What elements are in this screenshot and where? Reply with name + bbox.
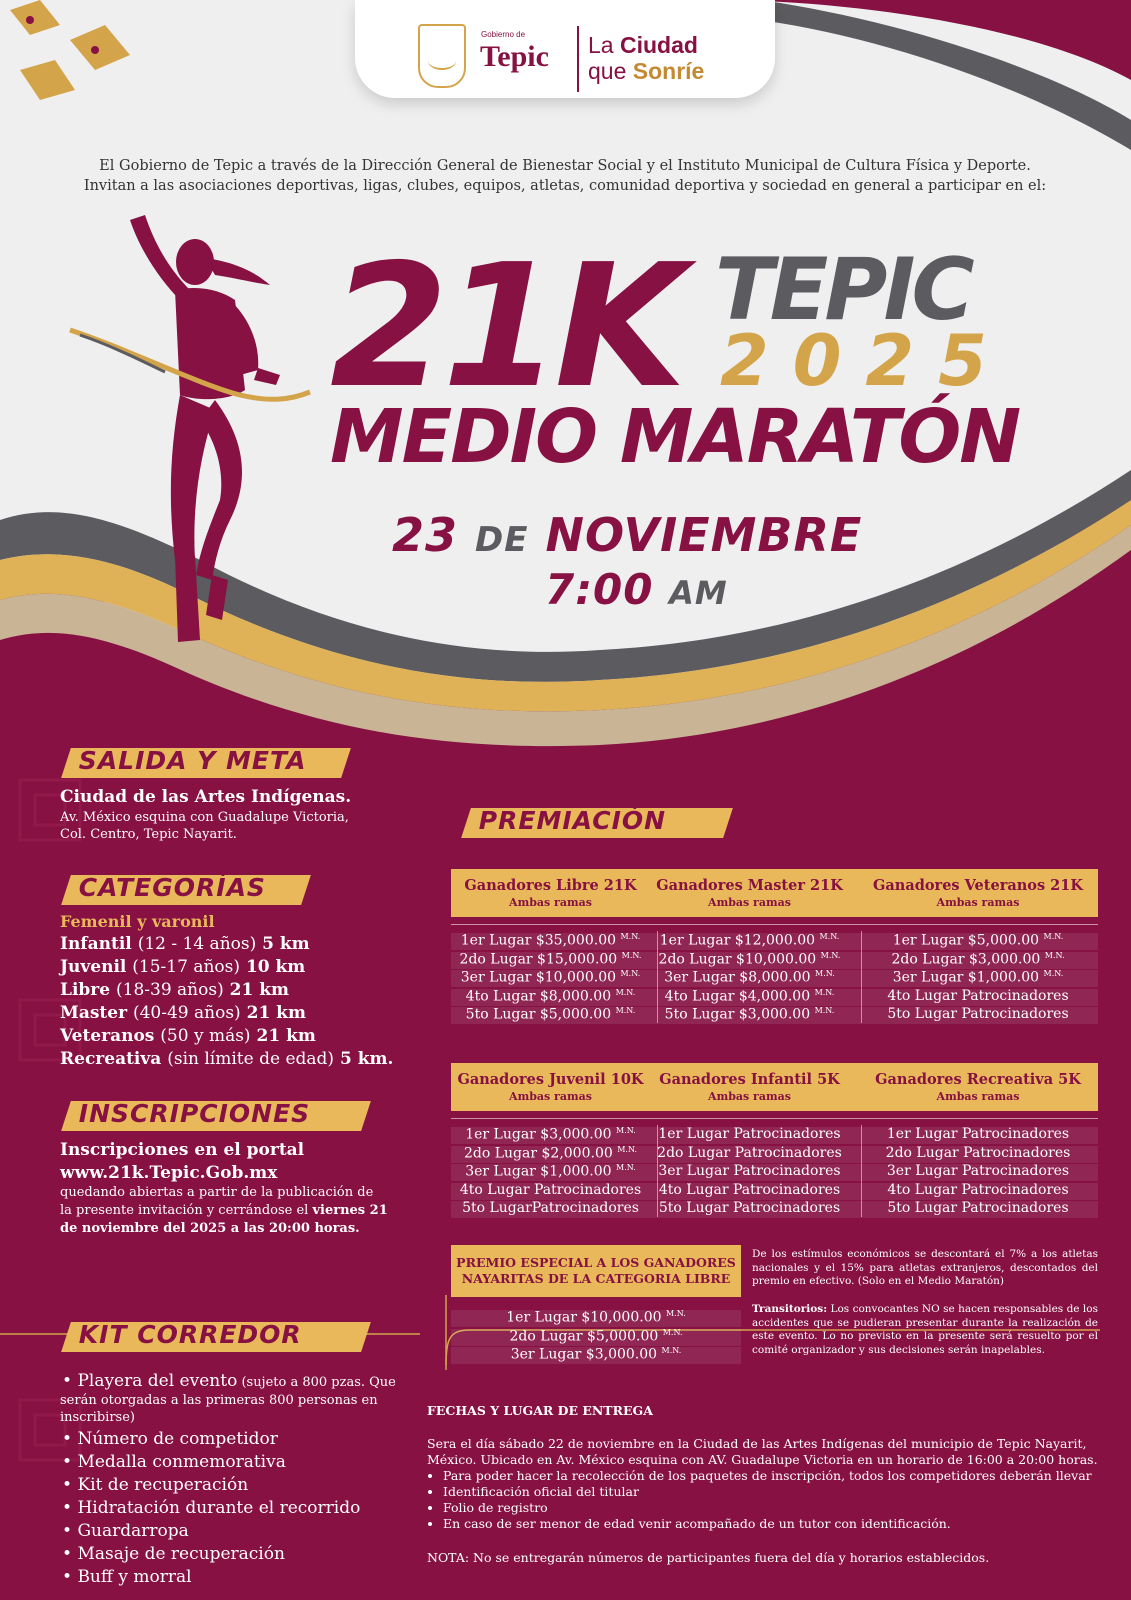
kit-corredor-heading: KIT CORREDOR bbox=[61, 1322, 371, 1352]
premio-especial-cell: 2do Lugar $5,000.00 $^{M.N.}$ bbox=[509, 1327, 683, 1345]
inscripciones-line-2: la presente invitación y cerrándose el viernes 21 bbox=[60, 1203, 388, 1218]
prize-table-cell: 5to Lugar $5,000.00 $^{M.N.}$ bbox=[465, 1006, 636, 1023]
entrega-bullet: • Folio de registro bbox=[443, 1500, 1092, 1516]
table-divider-line bbox=[451, 924, 1098, 925]
entrega-bullets bbox=[427, 1468, 1092, 1532]
event-time: 7:00 AM bbox=[545, 565, 728, 614]
salida-meta-heading: SALIDA Y META bbox=[61, 748, 351, 778]
intro-line-2: Invitan a las asociaciones deportivas, ligas, clubes, equipos, atletas, comunidad deportiva y sociedad en general a participar en el: bbox=[83, 178, 1047, 194]
event-date: 23 DE NOVIEMBRE bbox=[392, 508, 863, 562]
prize-table-column-header: Ganadores Recreativa 5K Ambas ramas bbox=[875, 1071, 1081, 1103]
prize-table-cell: 5to Lugar Patrocinadores bbox=[887, 1006, 1069, 1022]
prize-table-header bbox=[451, 1063, 1098, 1111]
tepic-logo-text: Tepic bbox=[480, 40, 549, 73]
categoria-item: Libre (18-39 años) 21 km bbox=[60, 980, 289, 1000]
prize-table-column-header: Ganadores Juvenil 10K Ambas ramas bbox=[457, 1071, 644, 1103]
gobierno-de-label: Gobierno de bbox=[481, 30, 526, 39]
inscripciones-url[interactable]: www.21k.Tepic.Gob.mx bbox=[60, 1163, 278, 1183]
estimulos-note: De los estímulos económicos se descontará el 7% a los atletas nacionales y el 15% para atletas extranjeros, descontados del premio en efectivo. (Solo en el Medio Maratón) bbox=[752, 1248, 1098, 1287]
entrega-nota: NOTA: No se entregarán números de participantes fuera del día y horarios establecidos. bbox=[427, 1550, 990, 1565]
categoria-item: Infantil (12 - 14 años) 5 km bbox=[60, 934, 310, 954]
categoria-item: Juvenil (15-17 años) 10 km bbox=[60, 957, 306, 977]
prize-table-cell: 2do Lugar $2,000.00 $^{M.N.}$ bbox=[464, 1144, 637, 1162]
prize-table-cell: 5to Lugar Patrocinadores bbox=[887, 1200, 1069, 1216]
categoria-item: Master (40-49 años) 21 km bbox=[60, 1003, 306, 1023]
salida-address-1: Av. México esquina con Guadalupe Victoria, bbox=[60, 810, 349, 825]
prize-table-cell: 4to Lugar Patrocinadores bbox=[459, 1181, 642, 1198]
premio-especial-title: PREMIO ESPECIAL A LOS GANADORES NAYARITAS DE LA CATEGORIA LIBRE bbox=[456, 1255, 736, 1286]
premiacion-heading: PREMIACIÓN bbox=[461, 808, 733, 838]
prize-table-cell: 5to Lugar Patrocinadores bbox=[658, 1200, 841, 1216]
transitorios-note: Transitorios: Los convocantes NO se hacen responsables de los accidentes que se pudieran presentar durante la realización de este evento. Lo no previsto en la presente será resuelto por el comité organizador y sus decisiones serán inapelables. bbox=[752, 1303, 1098, 1356]
header-logo-card bbox=[355, 0, 775, 98]
prize-table-cell: 2do Lugar $3,000.00 $^{M.N.}$ bbox=[891, 950, 1065, 968]
prize-table-cell: 3er Lugar $10,000.00 $^{M.N.}$ bbox=[460, 969, 641, 986]
title-medio-maraton: MEDIO MARATÓN bbox=[330, 394, 1020, 480]
prize-table-cell: 3er Lugar Patrocinadores bbox=[886, 1163, 1070, 1179]
entrega-bullet: • Identificación oficial del titular bbox=[443, 1484, 1092, 1500]
prize-table-column-header: Ganadores Libre 21K Ambas ramas bbox=[464, 877, 637, 909]
salida-place: Ciudad de las Artes Indígenas. bbox=[60, 787, 352, 807]
kit-item: • Medalla conmemorativa bbox=[62, 1452, 286, 1472]
kit-item: • Masaje de recuperación bbox=[62, 1544, 285, 1564]
prize-table-cell: 2do Lugar Patrocinadores bbox=[885, 1144, 1071, 1161]
categorias-subtitle: Femenil y varonil bbox=[60, 912, 215, 931]
prize-table-cell: 1er Lugar $12,000.00 $^{M.N.}$ bbox=[659, 932, 840, 949]
prize-table-cell: 2do Lugar Patrocinadores bbox=[657, 1144, 842, 1161]
kit-item: • Número de competidor bbox=[62, 1429, 278, 1449]
prize-table-cell: 3er Lugar $8,000.00 $^{M.N.}$ bbox=[664, 969, 835, 986]
prize-table-cell: 4to Lugar Patrocinadores bbox=[887, 1181, 1069, 1198]
slogan-line-1: La Ciudad bbox=[588, 32, 698, 58]
premio-especial-cell: 1er Lugar $10,000.00 $^{M.N.}$ bbox=[506, 1309, 686, 1326]
entrega-title: FECHAS Y LUGAR DE ENTREGA bbox=[427, 1403, 653, 1418]
intro-line-1: El Gobierno de Tepic a través de la Dirección General de Bienestar Social y el Instituto Municipal de Cultura Física y Deporte. bbox=[99, 158, 1031, 174]
categoria-item: Veteranos (50 y más) 21 km bbox=[60, 1026, 316, 1046]
prize-table-cell: 4to Lugar $8,000.00 $^{M.N.}$ bbox=[465, 987, 636, 1005]
table-divider-line bbox=[451, 1118, 1098, 1119]
categorias-heading: CATEGORÍAS bbox=[61, 875, 311, 905]
prize-table-cell: 1er Lugar Patrocinadores bbox=[658, 1126, 841, 1142]
prize-table-cell: 4to Lugar Patrocinadores bbox=[887, 987, 1069, 1004]
kit-item-playera-note-2: inscribirse) bbox=[60, 1410, 135, 1425]
title-tepic: TEPIC bbox=[715, 240, 971, 340]
kit-item: • Guardarropa bbox=[62, 1521, 189, 1541]
prize-table-cell: 3er Lugar $1,000.00 $^{M.N.}$ bbox=[465, 1163, 636, 1180]
prize-table-cell: 1er Lugar $35,000.00 $^{M.N.}$ bbox=[460, 932, 641, 949]
logo-divider bbox=[577, 26, 579, 92]
prize-table-cell: 2do Lugar $15,000.00 $^{M.N.}$ bbox=[459, 950, 642, 968]
prize-table-column-header: Ganadores Infantil 5K Ambas ramas bbox=[659, 1071, 840, 1103]
inscripciones-heading: INSCRIPCIONES bbox=[61, 1101, 371, 1131]
prize-table-cell: 1er Lugar $5,000.00 $^{M.N.}$ bbox=[892, 932, 1064, 949]
entrega-paragraph-2: México. Ubicado en Av. México esquina con AV. Guadalupe Victoria en un horario de 16:00 a 20:00 horas. bbox=[427, 1452, 1098, 1467]
kit-item-playera: • Playera del evento (sujeto a 800 pzas. Que bbox=[62, 1371, 396, 1391]
prize-table-cell: 5to Lugar $3,000.00 $^{M.N.}$ bbox=[664, 1006, 835, 1023]
categoria-item: Recreativa (sin límite de edad) 5 km. bbox=[60, 1049, 394, 1069]
prize-table-cell: 1er Lugar $3,000.00 $^{M.N.}$ bbox=[465, 1126, 636, 1143]
prize-table-cell: 4to Lugar $4,000.00 $^{M.N.}$ bbox=[664, 987, 835, 1005]
prize-table-cell: 3er Lugar Patrocinadores bbox=[658, 1163, 841, 1179]
prize-table-cell: 5to LugarPatrocinadores bbox=[462, 1200, 639, 1216]
inscripciones-line-1: quedando abiertas a partir de la publicación de bbox=[60, 1185, 374, 1200]
kit-item: • Kit de recuperación bbox=[62, 1475, 249, 1495]
entrega-paragraph-1: Sera el día sábado 22 de noviembre en la Ciudad de las Artes Indígenas del municipio de Tepic Nayarit, bbox=[427, 1436, 1087, 1451]
slogan-line-2: que Sonríe bbox=[588, 58, 705, 84]
kit-item-playera-note-1: serán otorgadas a las primeras 800 personas en bbox=[60, 1393, 378, 1408]
prize-table-column-header: Ganadores Veteranos 21K Ambas ramas bbox=[873, 877, 1083, 909]
title-year: 2025 bbox=[720, 320, 1011, 402]
entrega-bullet: • En caso de ser menor de edad venir acompañado de un tutor con identificación. bbox=[443, 1516, 1092, 1532]
premio-especial-header bbox=[451, 1245, 741, 1297]
kit-item: • Buff y morral bbox=[62, 1567, 192, 1587]
inscripciones-portal: Inscripciones en el portal bbox=[60, 1140, 305, 1160]
prize-table-cell: 3er Lugar $1,000.00 $^{M.N.}$ bbox=[892, 969, 1064, 986]
title-21k: 21K bbox=[330, 228, 681, 426]
prize-table-column-header: Ganadores Master 21K Ambas ramas bbox=[656, 877, 843, 909]
tepic-coat-of-arms-icon bbox=[418, 24, 466, 88]
prize-table-cell: 4to Lugar Patrocinadores bbox=[658, 1181, 841, 1198]
kit-item: • Hidratación durante el recorrido bbox=[62, 1498, 361, 1518]
premio-especial-cell: 3er Lugar $3,000.00 $^{M.N.}$ bbox=[510, 1346, 682, 1363]
prize-table-cell: 1er Lugar Patrocinadores bbox=[886, 1126, 1070, 1142]
prize-table-header bbox=[451, 869, 1098, 917]
inscripciones-line-3: de noviembre del 2025 a las 20:00 horas. bbox=[60, 1221, 360, 1236]
entrega-bullet: • Para poder hacer la recolección de los paquetes de inscripción, todos los competidores deberán llevar bbox=[443, 1468, 1092, 1484]
prize-table-cell: 2do Lugar $10,000.00 $^{M.N.}$ bbox=[658, 950, 841, 968]
salida-address-2: Col. Centro, Tepic Nayarit. bbox=[60, 827, 237, 842]
